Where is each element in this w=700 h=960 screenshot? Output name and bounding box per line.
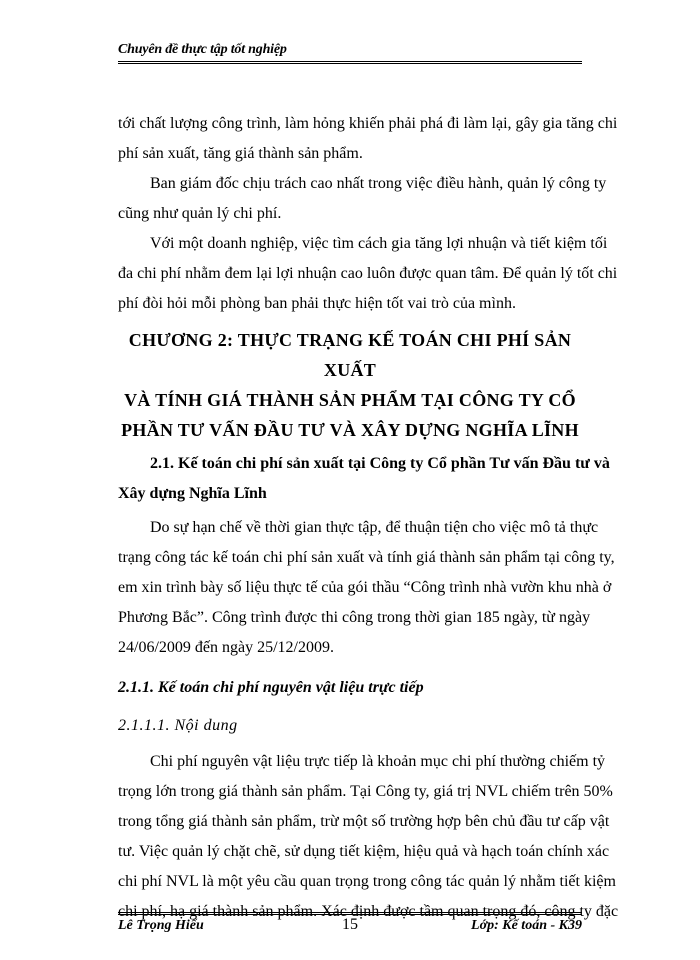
text-line: 24/06/2009 đến ngày 25/12/2009. (118, 639, 334, 656)
text-line: đa chi phí nhằm đem lại lợi nhuận cao luôn được quan tâm. Để quản lý tốt chi (118, 265, 618, 282)
text-line: phí sản xuất, tăng giá thành sản phẩm. (118, 145, 363, 162)
page-footer (118, 912, 582, 936)
section-paragraph (118, 513, 615, 663)
footer-rule (118, 912, 582, 915)
section-heading-line: 2.1. Kế toán chi phí sản xuất tại Công ty Cổ phần Tư vấn Đầu tư và (150, 455, 610, 472)
section-heading (118, 449, 610, 509)
chapter-heading-line: PHẦN TƯ VẤN ĐẦU TƯ VÀ XÂY DỰNG NGHĨA LĨNH (121, 420, 579, 440)
paragraph-1 (118, 109, 618, 169)
text-line: Ban giám đốc chịu trách cao nhất trong việc điều hành, quản lý công ty (150, 175, 607, 192)
text-line: chi phí NVL là một yêu cầu quan trọng trong công tác quản lý nhằm tiết kiệm (118, 873, 616, 890)
chapter-heading-line: VÀ TÍNH GIÁ THÀNH SẢN PHẨM TẠI CÔNG TY CỔ (124, 390, 576, 410)
header-rule (118, 61, 582, 64)
text-line: em xin trình bày số liệu thực tế của gói thầu “Công trình nhà vườn khu nhà ở (118, 579, 612, 596)
page-header (118, 40, 582, 62)
chapter-heading (118, 325, 582, 445)
header-title: Chuyên đề thực tập tốt nghiệp (118, 42, 287, 57)
text-line: Chi phí nguyên vật liệu trực tiếp là khoản mục chi phí thường chiếm tỷ (150, 753, 606, 770)
text-line: Với một doanh nghiệp, việc tìm cách gia tăng lợi nhuận và tiết kiệm tối (150, 235, 608, 252)
paragraph-2 (118, 169, 607, 229)
footer-author: Lê Trọng Hiếu (118, 918, 204, 933)
text-line: Phương Bắc”. Công trình được thi công trong thời gian 185 ngày, từ ngày (118, 609, 591, 626)
page-number: 15 (342, 916, 358, 933)
text-line: phí đòi hỏi mỗi phòng ban phải thực hiện tốt vai trò của mình. (118, 295, 516, 312)
subsection-heading: 2.1.1. Kế toán chi phí nguyên vật liệu trực tiếp (118, 679, 424, 696)
text-line: tư. Việc quản lý chặt chẽ, sử dụng tiết kiệm, hiệu quả và hạch toán chính xác (118, 843, 610, 860)
text-line: cũng như quản lý chi phí. (118, 205, 282, 222)
text-line: tới chất lượng công trình, làm hỏng khiến phải phá đi làm lại, gây gia tăng chi (118, 115, 618, 132)
subsubsection-heading: 2.1.1.1. Nội dung (118, 717, 238, 734)
text-line: chi phí, hạ giá thành sản phẩm. Xác định được tầm quan trọng đó, công ty đặc (118, 903, 619, 920)
chapter-heading-line: CHƯƠNG 2: THỰC TRẠNG KẾ TOÁN CHI PHÍ SẢN XUẤT (128, 330, 572, 380)
section-heading-line: Xây dựng Nghĩa Lĩnh (118, 485, 267, 502)
footer-class: Lớp: Kế toán - K39 (471, 918, 582, 933)
paragraph-3 (118, 229, 618, 319)
text-line: trong tổng giá thành sản phẩm, trừ một số trường hợp bên chủ đầu tư cấp vật (118, 813, 610, 830)
subsubsection-paragraph (118, 747, 619, 927)
text-line: Do sự hạn chế về thời gian thực tập, để thuận tiện cho việc mô tả thực (150, 519, 599, 536)
text-line: trạng công tác kế toán chi phí sản xuất và tính giá thành sản phẩm tại công ty, (118, 549, 615, 566)
page-body (118, 109, 619, 927)
text-line: trọng lớn trong giá thành sản phẩm. Tại Công ty, giá trị NVL chiếm trên 50% (118, 783, 613, 800)
